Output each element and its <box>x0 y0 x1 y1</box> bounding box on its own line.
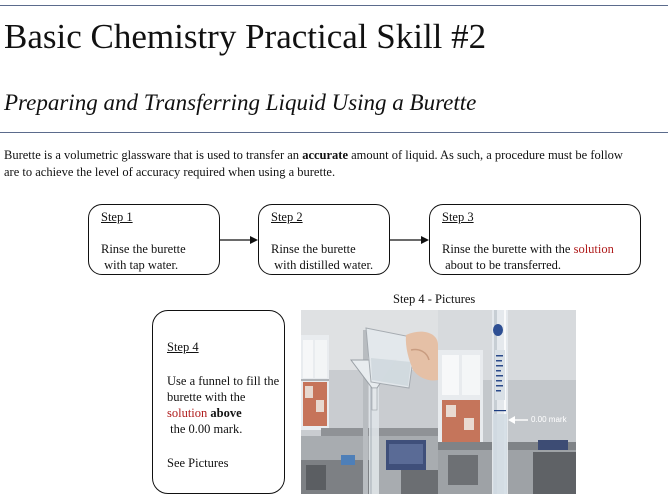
step-2-line-1: Rinse the burette <box>271 242 356 256</box>
step-1-box <box>88 204 220 275</box>
intro-text-2: amount of liquid. As such, a procedure must be follow <box>348 148 623 162</box>
step-1-line-2: with tap water. <box>101 258 179 272</box>
step-2-text <box>271 241 373 273</box>
intro-text-1: Burette is a volumetric glassware that is used to transfer an <box>4 148 303 162</box>
step-4-bold-above: above <box>210 406 242 420</box>
top-rule <box>0 5 668 6</box>
page-subtitle: Preparing and Transferring Liquid Using a Burette <box>4 90 477 115</box>
page-title: Basic Chemistry Practical Skill #2 <box>4 17 487 56</box>
intro-line-1 <box>4 147 668 164</box>
step-3-box <box>429 204 641 275</box>
section-rule <box>0 132 668 133</box>
step-2-box <box>258 204 390 275</box>
arrow-step2-to-step3 <box>390 234 429 246</box>
arrow-step1-to-step2 <box>220 234 258 246</box>
intro-bold-accurate: accurate <box>302 148 348 162</box>
step-2-title: Step 2 <box>271 210 303 224</box>
intro-line-2: are to achieve the level of accuracy required when using a burette. <box>4 165 336 179</box>
step-4-box <box>152 310 285 494</box>
step-3-text <box>442 241 614 273</box>
step-4-title: Step 4 <box>167 340 199 354</box>
step-3-text-pre: Rinse the burette with the <box>442 242 574 256</box>
step-1-title: Step 1 <box>101 210 133 224</box>
step-4-text <box>167 373 282 437</box>
step-1-line-1: Rinse the burette <box>101 242 186 256</box>
step-4-see-pictures: See Pictures <box>167 456 229 470</box>
pictures-caption: Step 4 - Pictures <box>393 292 476 306</box>
step-4-text-post: the 0.00 mark. <box>167 422 243 436</box>
step-3-line-2: about to be transferred. <box>442 258 562 272</box>
photo-burette-zero-mark <box>438 310 576 494</box>
intro-paragraph <box>4 147 668 181</box>
zero-mark-annotation: 0.00 mark <box>531 415 567 424</box>
step-2-line-2: with distilled water. <box>271 258 374 272</box>
step-4-solution-word: solution <box>167 406 208 420</box>
photo-funnel-pouring <box>301 310 438 494</box>
step-4-text-pre: Use a funnel to fill the burette with the <box>167 374 280 404</box>
step-1-text <box>101 241 186 273</box>
step-3-title: Step 3 <box>442 210 474 224</box>
step-3-line-1 <box>442 241 614 257</box>
step-3-solution-word: solution <box>573 242 614 256</box>
